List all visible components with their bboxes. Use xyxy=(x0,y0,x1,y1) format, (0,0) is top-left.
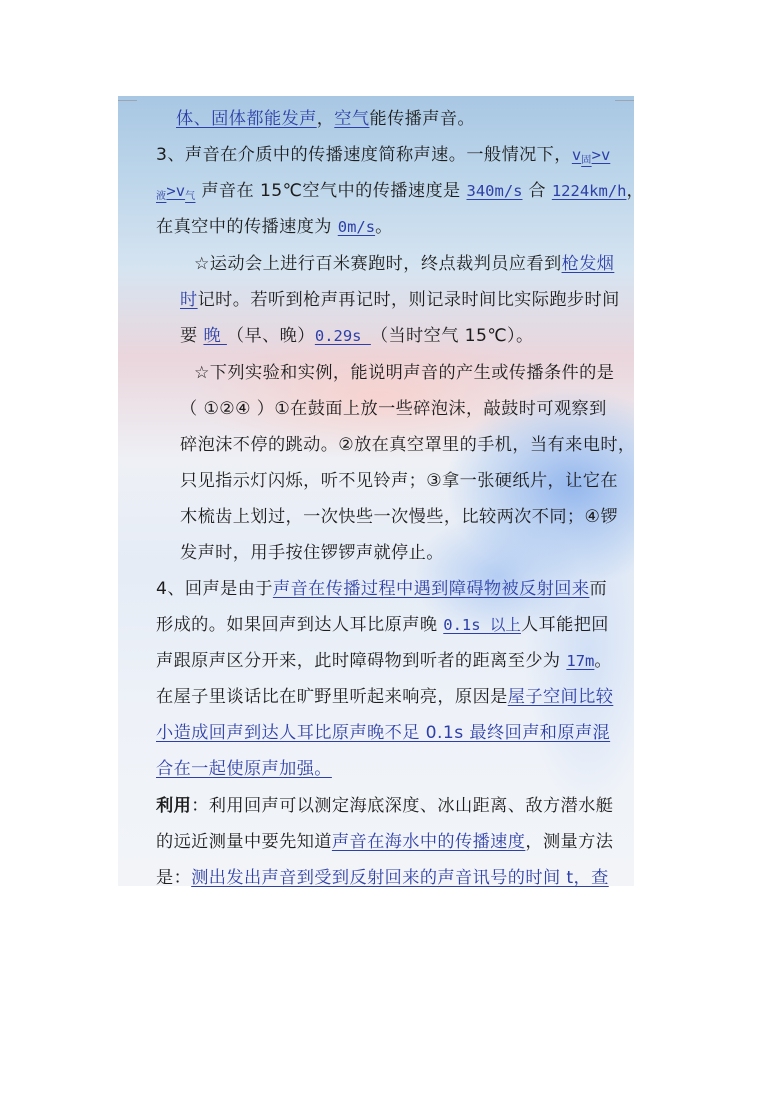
text-run: 只见指示灯闪烁，听不见铃声；③拿一张硬纸片，让它在 xyxy=(180,471,618,491)
text-run: 声音在 15℃空气中的传播速度是 xyxy=(195,181,467,201)
text-run: 。 xyxy=(375,217,393,237)
text-run: 是： xyxy=(156,868,192,888)
text-line xyxy=(118,751,634,787)
text-line xyxy=(118,355,634,391)
text-line xyxy=(118,427,634,463)
text-line xyxy=(118,137,634,173)
underlined-answer: 体、固体都能发声 xyxy=(176,109,317,129)
text-run: 发声时，用手按住锣锣声就停止。 xyxy=(180,543,444,563)
text-run: 3、声音在介质中的传播速度简称声速。一般情况下， xyxy=(156,145,572,165)
underlined-answer: >v xyxy=(166,182,186,200)
text-run: ：利用回声可以测定海底深度、冰山距离、敌方潜水艇 xyxy=(191,796,614,816)
text-run: 人耳能把回 xyxy=(520,615,609,635)
underlined-answer: 0.29s xyxy=(314,327,371,345)
underlined-answer: 空气 xyxy=(334,109,370,129)
text-line xyxy=(118,282,634,318)
text-line xyxy=(118,391,634,427)
underlined-answer: v xyxy=(571,146,582,164)
underlined-answer: >v xyxy=(591,146,611,164)
text-run: 要 xyxy=(180,326,204,346)
underlined-answer: 340m/s xyxy=(466,182,523,200)
text-run: （早、晚） xyxy=(226,326,315,346)
text-line xyxy=(118,463,634,499)
underlined-answer: 测出发出声音到受到反射回来的声音讯号的时间 t，查 xyxy=(191,868,609,888)
text-run: （ ①②④ ）①在鼓面上放一些碎泡沫，敲鼓时可观察到 xyxy=(180,399,607,419)
text-line xyxy=(118,571,634,607)
text-line xyxy=(118,246,634,282)
underlined-answer: 合在一起使原声加强。 xyxy=(156,759,332,779)
text-line xyxy=(118,499,634,535)
text-run: 4、回声是由于 xyxy=(156,579,273,599)
underlined-answer: 1224km/h xyxy=(551,182,627,200)
text-line xyxy=(118,607,634,643)
text-run: 在屋子里谈话比在旷野里听起来响亮，原因是 xyxy=(156,687,508,707)
text-run: ， xyxy=(626,181,645,201)
text-line xyxy=(118,715,634,751)
text-line xyxy=(118,209,634,245)
underlined-answer: 晚 xyxy=(203,326,227,346)
text-run: 合 xyxy=(522,181,552,201)
underlined-answer: 声音在传播过程中遇到障碍物被反射回来 xyxy=(272,579,590,599)
text-line xyxy=(118,679,634,715)
underlined-answer: 时 xyxy=(180,290,198,310)
text-run: ， xyxy=(316,109,335,129)
text-run: 的远近测量中要先知道 xyxy=(156,832,332,852)
text-line xyxy=(118,318,634,354)
underlined-answer: 小造成回声到达人耳比原声晚不足 0.1s 最终回声和原声混 xyxy=(156,723,611,743)
underlined-answer: 气 xyxy=(185,191,196,202)
underlined-answer: 0m/s xyxy=(337,218,376,236)
text-line xyxy=(118,788,634,824)
underlined-answer: 液 xyxy=(156,191,167,202)
underlined-answer: 17m xyxy=(566,652,595,670)
document-page xyxy=(118,96,645,888)
underlined-answer: 枪发烟 xyxy=(561,254,615,274)
text-line xyxy=(118,101,634,137)
text-run: 。 xyxy=(594,651,612,671)
text-run: 利用 xyxy=(156,796,192,816)
text-run: 而 xyxy=(589,579,608,599)
text-line xyxy=(118,535,634,571)
text-run: 形成的。如果回声到达人耳比原声晚 xyxy=(156,615,444,635)
text-line xyxy=(118,860,634,896)
text-run: 木梳齿上划过，一次快些一次慢些，比较两次不同；④锣 xyxy=(180,507,618,527)
text-line xyxy=(118,824,634,860)
text-run: 在真空中的传播速度为 xyxy=(156,217,338,237)
underlined-answer: 固 xyxy=(581,155,592,166)
text-run: 碎泡沫不停的跳动。②放在真空罩里的手机，当有来电时， xyxy=(180,435,636,455)
text-run: 能传播声音。 xyxy=(369,109,476,129)
text-run: ☆下列实验和实例，能说明声音的产生或传播条件的是 xyxy=(194,363,615,383)
underlined-answer: 0.1s 以上 xyxy=(443,616,521,634)
underlined-answer: 屋子空间比较 xyxy=(507,687,614,707)
text-line xyxy=(118,643,634,679)
text-run: 声跟原声区分开来，此时障碍物到听者的距离至少为 xyxy=(156,651,567,671)
underlined-answer: 声音在海水中的传播速度 xyxy=(331,832,526,852)
text-run: ☆运动会上进行百米赛跑时，终点裁判员应看到 xyxy=(194,254,562,274)
text-run: 记时。若听到枪声再记时，则记录时间比实际跑步时间 xyxy=(197,290,620,310)
text-run: （当时空气 15℃）。 xyxy=(370,326,534,346)
text-run: ，测量方法 xyxy=(525,832,614,852)
text-line xyxy=(118,173,645,209)
